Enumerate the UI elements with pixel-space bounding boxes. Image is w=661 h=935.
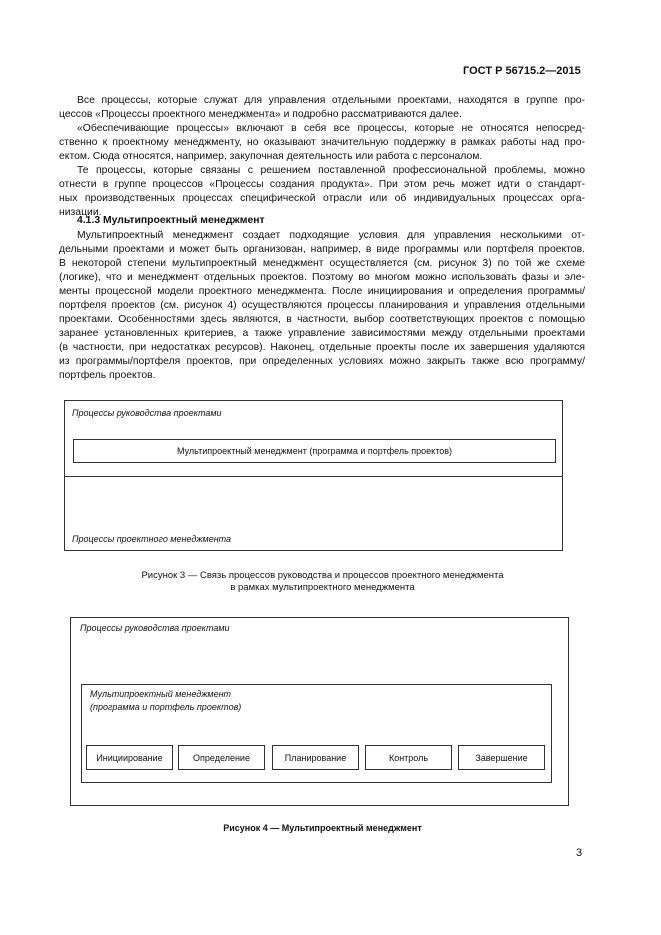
- paragraph-line: В некоторой степени мультипроектный менеджмент осуществляется (см. рисунок 3) по той же схеме: [59, 258, 585, 269]
- paragraph-line: дельными проектами и может быть организован, например, в виде программы или портфеля проектов.: [59, 244, 585, 255]
- paragraph-line: отнести в группе процессов «Процессы создания продукта». При этом речь может идти о стандарт-: [59, 179, 585, 190]
- paragraph-line: «Обеспечивающие процессы» включают в себя все процессы, которые не относятся непосред-: [77, 123, 585, 134]
- paragraph-line: ных производственных процессах специфической отрасли или об индивидуальных процессах орга-: [59, 193, 585, 204]
- paragraph-line: портфель проектов.: [59, 370, 156, 381]
- figure-3-inner-box: Мультипроектный менеджмент (программа и портфель проектов): [73, 439, 556, 463]
- page-number: 3: [576, 847, 583, 859]
- step-planning: Планирование: [272, 745, 359, 770]
- figure-4-inner-label-line2: (программа и портфель проектов): [90, 702, 242, 712]
- step-completion: Завершение: [458, 745, 545, 770]
- paragraph-line: из программы/портфеля проектов, при определенных условиях можно закрыть также всю программу/: [59, 356, 585, 367]
- figure-3-top-label: Процессы руководства проектами: [72, 408, 222, 418]
- paragraph-line: (в частности, при недостатках ресурсов). Наконец, отдельные проекты после их завершения удаляются: [59, 342, 585, 353]
- paragraph-line: (логике), что и менеджмент отдельных проектов. Поэтому во многом можно использовать фазы и эле-: [59, 272, 585, 283]
- paragraph-line: Все процессы, которые служат для управления отдельными проектами, находятся в группе про-: [77, 95, 585, 106]
- step-definition: Определение: [178, 745, 265, 770]
- figure-4-caption: Рисунок 4 — Мультипроектный менеджмент: [223, 823, 422, 833]
- paragraph-line: заранее установленных критериев, а также управление зависимостями между отдельными проектами: [59, 328, 585, 339]
- figure-3-bottom-label: Процессы проектного менеджмента: [72, 534, 232, 544]
- figure-3-caption-line2: в рамках мультипроектного менеджмента: [230, 582, 415, 593]
- paragraph-line: ственно к проектному менеджменту, но оказывают значительную поддержку в рамках работы над про-: [59, 137, 585, 148]
- paragraph-line: проектами. Особенностями здесь являются, в частности, выбор соответствующих проектов с помощью: [59, 314, 585, 325]
- section-heading: 4.1.3 Мультипроектный менеджмент: [77, 215, 265, 226]
- figure-3-caption-line1: Рисунок 3 — Связь процессов руководства и процессов проектного менеджмента: [141, 570, 504, 581]
- paragraph-line: цессов «Процессы проектного менеджмента» и подробно рассматриваются далее.: [59, 109, 462, 120]
- paragraph-line: Мультипроектный менеджмент создает подходящие условия для управления несколькими от-: [77, 230, 585, 241]
- figure-4-outer-label: Процессы руководства проектами: [80, 623, 230, 633]
- figure-3-divider: [64, 476, 563, 477]
- paragraph-line: ектом. Сюда относятся, например, закупочная деятельность или работа с персоналом.: [59, 151, 483, 162]
- figure-4-inner-label-line1: Мультипроектный менеджмент: [90, 689, 232, 699]
- paragraph-line: Те процессы, которые связаны с решением поставленной профессиональной проблемы, можно: [77, 165, 585, 176]
- paragraph-line: менты процессной модели проектного менеджмента. После инициирования и определения программы/: [59, 286, 585, 297]
- step-initiation: Инициирование: [86, 745, 173, 770]
- document-standard-code: ГОСТ Р 56715.2—2015: [463, 65, 581, 77]
- step-control: Контроль: [365, 745, 452, 770]
- paragraph-line: портфеля проектов (см. рисунок 4) осуществляются процессы планирования и управления отдельными: [59, 300, 585, 311]
- paragraph-line: низации.: [59, 207, 102, 218]
